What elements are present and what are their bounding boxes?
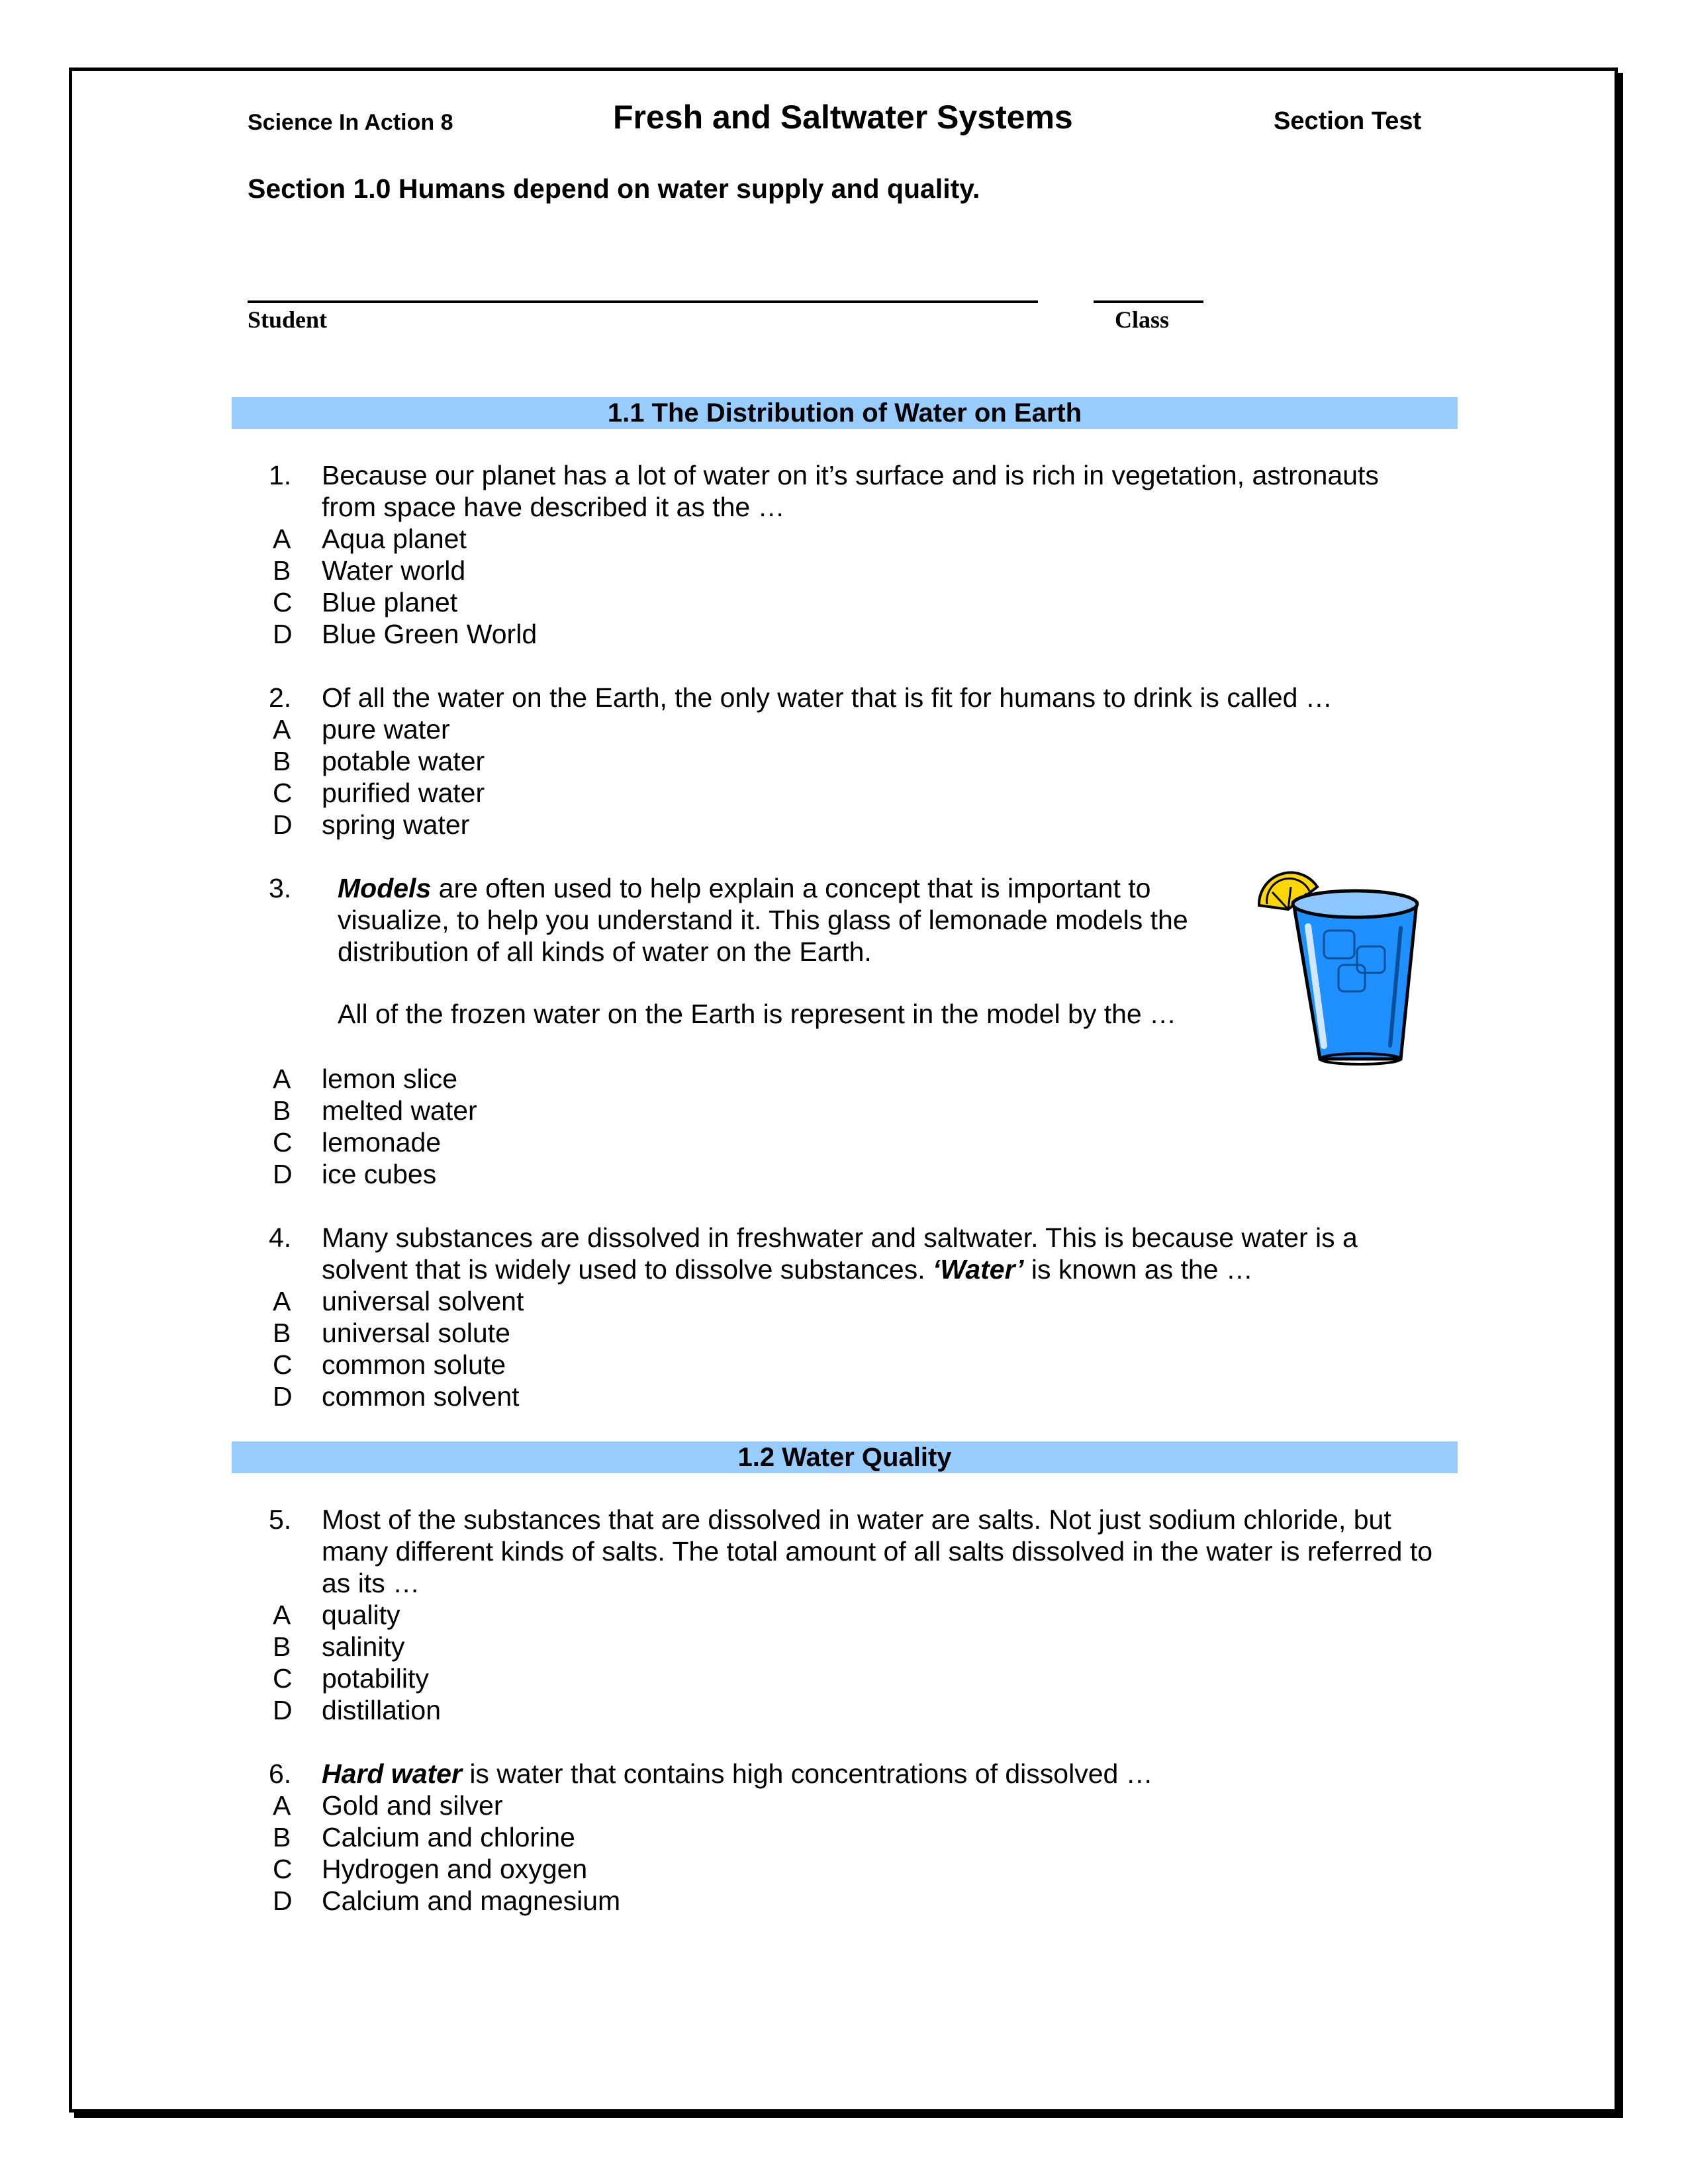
- question-stem: Of all the water on the Earth, the only water that is fit for humans to drink is called …: [322, 682, 1333, 713]
- option-letter: A: [273, 523, 291, 554]
- option-text: common solvent: [322, 1381, 520, 1412]
- class-line[interactable]: [1094, 300, 1203, 303]
- stem-emphasis: Models: [338, 873, 432, 903]
- option-text: Hydrogen and oxygen: [322, 1854, 588, 1884]
- option-text: ice cubes: [322, 1159, 437, 1189]
- option-letter: A: [273, 1790, 291, 1821]
- option-text: purified water: [322, 778, 485, 808]
- option-text: Calcium and chlorine: [322, 1822, 575, 1852]
- option-letter: B: [273, 1631, 291, 1662]
- test-type: Section Test: [1274, 107, 1422, 135]
- option-letter: D: [273, 1381, 293, 1412]
- option-text: universal solvent: [322, 1286, 524, 1316]
- option-text: Blue planet: [322, 587, 458, 617]
- option-letter: D: [273, 809, 293, 840]
- question-number: 3.: [269, 873, 292, 903]
- question-number: 6.: [269, 1758, 292, 1789]
- stem-text: is water that contains high concentrations of dissolved …: [461, 1758, 1153, 1789]
- glass-rim: [1293, 891, 1417, 917]
- subsection-banner: 1.2 Water Quality: [232, 1441, 1458, 1473]
- stem-text: are often used to help explain a concept that is important to visualize, to help you understand it. This glass of lemonade models the distribution of all kinds of water on the Earth.: [338, 873, 1188, 967]
- option-letter: B: [273, 1822, 291, 1852]
- question-stem-2: All of the frozen water on the Earth is represent in the model by the …: [338, 999, 1177, 1029]
- option-letter: B: [273, 746, 291, 776]
- option-text: pure water: [322, 714, 450, 745]
- option-text: Calcium and magnesium: [322, 1886, 621, 1916]
- option-letter: A: [273, 1064, 291, 1094]
- option-text: universal solute: [322, 1318, 510, 1348]
- option-text: salinity: [322, 1631, 405, 1662]
- option-letter: C: [273, 587, 293, 617]
- option-letter: D: [273, 1886, 293, 1916]
- question-stem: Most of the substances that are dissolved in water are salts. Not just sodium chloride, but many different kinds of salts. The total amount of all salts dissolved in the water is referred to as its …: [322, 1504, 1433, 1598]
- option-text: lemonade: [322, 1127, 442, 1158]
- option-letter: A: [273, 1600, 291, 1630]
- option-text: lemon slice: [322, 1064, 458, 1094]
- page-title: Fresh and Saltwater Systems: [613, 99, 1073, 136]
- option-letter: B: [273, 555, 291, 586]
- stem-emphasis: Hard water: [322, 1758, 462, 1789]
- stem-text: Many substances are dissolved in freshwater and saltwater. This is because water is a solvent that is widely used to dissolve substances.: [322, 1222, 1358, 1285]
- option-letter: C: [273, 778, 293, 808]
- class-label: Class: [1115, 306, 1170, 333]
- section-heading: Section 1.0 Humans depend on water supply and quality.: [248, 173, 980, 204]
- question-stem: [322, 1222, 1440, 1285]
- stem-text-end: is known as the …: [1023, 1254, 1253, 1285]
- stem-emphasis: ‘Water’: [932, 1254, 1024, 1285]
- student-label: Student: [248, 306, 328, 333]
- option-text: Water world: [322, 555, 466, 586]
- page-border: [69, 68, 1618, 2113]
- option-letter: C: [273, 1349, 293, 1380]
- option-text: Gold and silver: [322, 1790, 503, 1821]
- option-text: distillation: [322, 1695, 442, 1725]
- option-text: spring water: [322, 809, 470, 840]
- student-name-line[interactable]: [248, 300, 1038, 303]
- option-letter: C: [273, 1663, 293, 1694]
- question-number: 1.: [269, 460, 292, 490]
- question-number: 2.: [269, 682, 292, 713]
- option-text: quality: [322, 1600, 400, 1630]
- question-stem: [338, 872, 1198, 968]
- option-letter: C: [273, 1854, 293, 1884]
- option-letter: B: [273, 1095, 291, 1126]
- option-letter: C: [273, 1127, 293, 1158]
- option-text: potable water: [322, 746, 485, 776]
- question-number: 4.: [269, 1222, 292, 1253]
- option-letter: D: [273, 1159, 293, 1189]
- option-text: Blue Green World: [322, 619, 538, 649]
- lemonade-glass-illustration: [1239, 867, 1425, 1066]
- course-name: Science In Action 8: [248, 110, 453, 135]
- question-stem: Because our planet has a lot of water on it’s surface and is rich in vegetation, astronauts from space have described it as the …: [322, 460, 1379, 522]
- option-letter: A: [273, 714, 291, 745]
- option-text: melted water: [322, 1095, 477, 1126]
- question-number: 5.: [269, 1504, 292, 1535]
- subsection-banner: 1.1 The Distribution of Water on Earth: [232, 397, 1458, 429]
- question-stem: [322, 1758, 1513, 1790]
- option-text: common solute: [322, 1349, 506, 1380]
- option-letter: B: [273, 1318, 291, 1348]
- option-letter: D: [273, 619, 293, 649]
- option-letter: A: [273, 1286, 291, 1316]
- option-text: Aqua planet: [322, 523, 467, 554]
- option-letter: D: [273, 1695, 293, 1725]
- option-text: potability: [322, 1663, 429, 1694]
